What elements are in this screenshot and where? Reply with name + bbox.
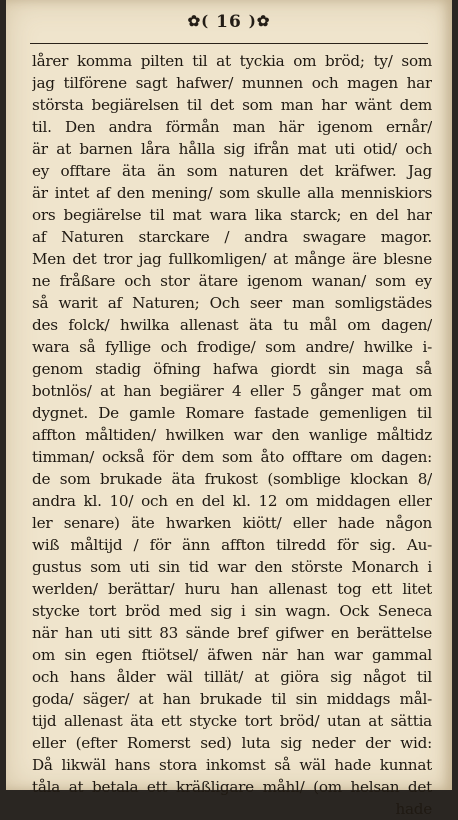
text-line: ne fråßare och stor ätare igenom wanan/ som ey <box>32 272 432 290</box>
text-line: timman/ också för dem som åto offtare om dagen: <box>32 448 432 466</box>
text-line: genom stadig öfning hafwa giordt sin maga så <box>32 360 432 378</box>
page-header <box>6 12 452 32</box>
text-line: gustus som uti sin tid war den störste Monarch i <box>32 558 432 576</box>
text-line: om sin egen ftiötsel/ äfwen när han war gammal <box>32 646 432 664</box>
text-line: des folck/ hwilka allenast äta tu mål om dagen/ <box>32 316 432 334</box>
ornament-right: )✿ <box>248 12 271 30</box>
text-line: när han uti sitt 83 sände bref gifwer en berättelse <box>32 624 432 642</box>
text-line: och hans ålder wäl tillät/ at giöra sig något til <box>32 668 432 686</box>
text-line: botnlös/ at han begiärer 4 eller 5 gånger mat om <box>32 382 432 400</box>
book-page <box>6 0 452 818</box>
text-line: ors begiärelse til mat wara lika starck; en del har <box>32 206 432 224</box>
text-line: eller (efter Romerst sed) luta sig neder der wid: <box>32 734 432 752</box>
text-line: til. Den andra förmån man här igenom ernår/ <box>32 118 432 136</box>
text-line: Men det tror jag fullkomligen/ at månge äre blesne <box>32 250 432 268</box>
text-line: största begiärelsen til det som man har wänt dem <box>32 96 432 114</box>
text-line: werlden/ berättar/ huru han allenast tog ett litet <box>32 580 432 598</box>
text-line: andra kl. 10/ och en del kl. 12 om middagen eller <box>32 492 432 510</box>
text-line: tåla at betala ett kräßligare måhl/ (om helsan det <box>32 778 432 796</box>
text-line: jag tilförene sagt hafwer/ munnen och magen har <box>32 74 432 92</box>
text-line: stycke tort bröd med sig i sin wagn. Ock Seneca <box>32 602 432 620</box>
body-text <box>32 50 432 820</box>
text-line: goda/ säger/ at han brukade til sin middags mål- <box>32 690 432 708</box>
text-line: Då likwäl hans stora inkomst så wäl hade kunnat <box>32 756 432 774</box>
text-line: är intet af den mening/ som skulle alla menniskiors <box>32 184 432 202</box>
header-rule <box>30 43 428 44</box>
text-line: wara så fyllige och frodige/ som andre/ hwilke i- <box>32 338 432 356</box>
text-line: hade <box>395 800 432 818</box>
text-line: af Naturen starckare / andra swagare magor. <box>32 228 432 246</box>
text-line: så warit af Naturen; Och seer man somligstädes <box>32 294 432 312</box>
text-line: dygnet. De gamle Romare fastade gemenligen til <box>32 404 432 422</box>
text-line: de som brukade äta frukost (somblige klockan 8/ <box>32 470 432 488</box>
text-line: är at barnen låra hålla sig ifrån mat uti otid/ och <box>32 140 432 158</box>
text-line: wiß måltijd / för änn affton tilredd för sig. Au- <box>32 536 432 554</box>
text-line: affton måltiden/ hwilken war den wanlige måltidz <box>32 426 432 444</box>
page-number: 16 <box>216 12 242 32</box>
ornament-left: ✿( <box>187 12 210 30</box>
text-line: ler senare) äte hwarken kiött/ eller hade någon <box>32 514 432 532</box>
text-line: ey offtare äta än som naturen det kräfwer. Jag <box>32 162 432 180</box>
text-line: tijd allenast äta ett stycke tort bröd/ utan at sättia <box>32 712 432 730</box>
text-line: lårer komma pilten til at tyckia om bröd; ty/ som <box>32 52 432 70</box>
